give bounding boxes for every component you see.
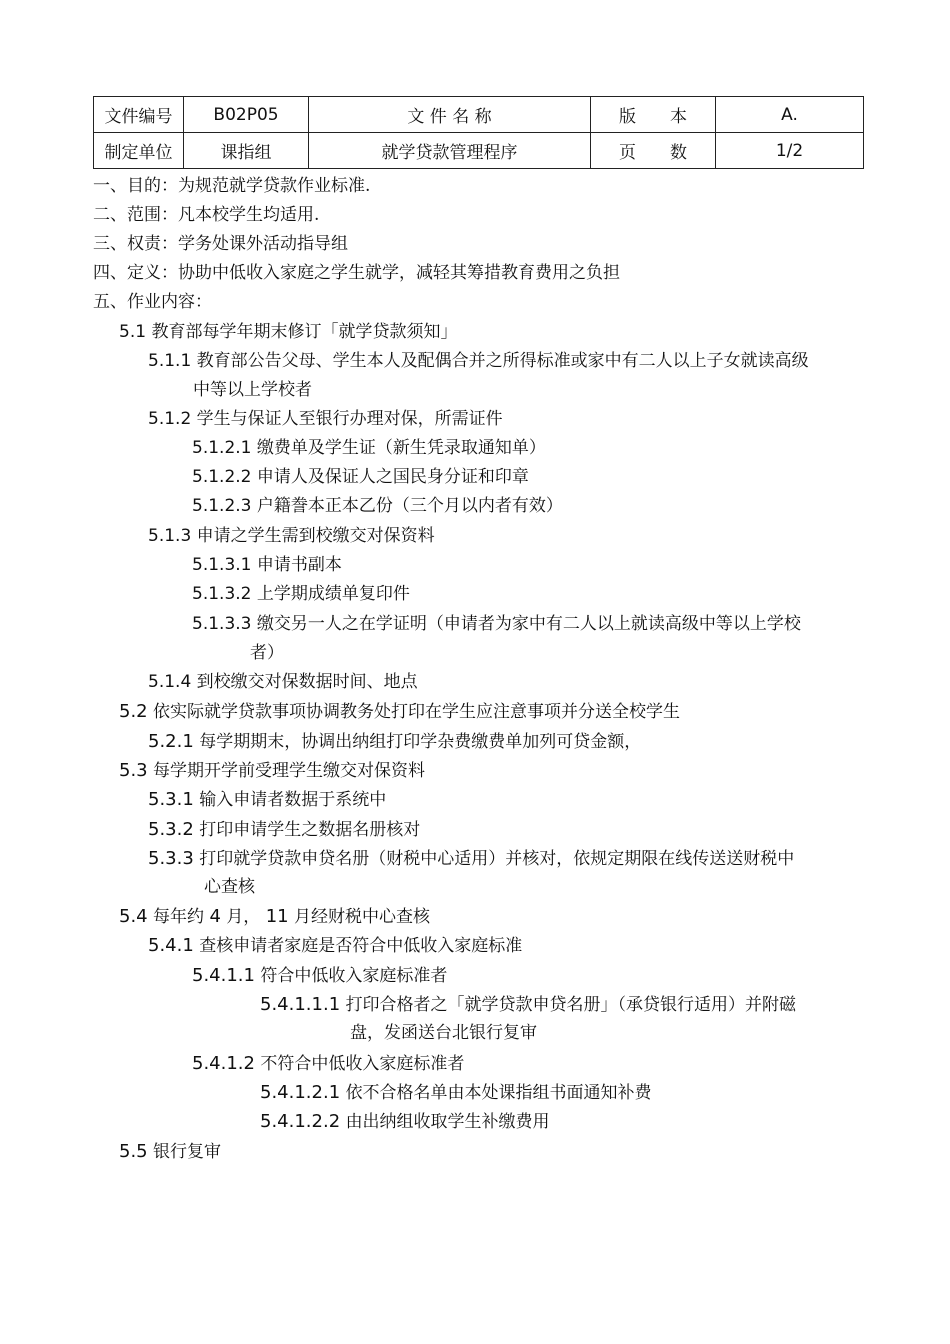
item-number: 5.1.3.1 — [192, 555, 252, 575]
item-5-4-1-2 — [192, 1049, 464, 1079]
doc-name-value: 就学贷款管理程序 — [309, 133, 591, 169]
item-text: 申请之学生需到校缴交对保资料 — [196, 526, 435, 546]
item-text: 打印就学贷款申贷名册（财税中心适用）并核对，依规定期限在线传送送财税中 — [199, 849, 795, 869]
month-number: 11 — [265, 906, 289, 927]
unit-value: 课指组 — [184, 133, 309, 169]
item-number: 5.4.1.2.2 — [260, 1111, 341, 1132]
doc-no-value: B02P05 — [184, 97, 309, 133]
item-number: 5.5 — [119, 1141, 148, 1162]
section-content-title: 五、作业内容： — [93, 292, 212, 312]
item-5-4-1-1-1-continued: 盘，发函送台北银行复审 — [350, 1023, 537, 1043]
doc-no-label: 文件编号 — [94, 97, 184, 133]
item-text: 不符合中低收入家庭标准者 — [260, 1054, 465, 1074]
month-number: 4 — [209, 906, 221, 927]
item-number: 5.1.1 — [148, 351, 192, 371]
item-text: 教育部每学年期末修订「就学贷款须知」 — [151, 322, 458, 342]
item-5-1-3-1 — [192, 551, 342, 580]
item-number: 5.4.1.2 — [192, 1053, 255, 1074]
item-5-1-4 — [148, 668, 418, 697]
version-label: 版 本 — [591, 97, 716, 133]
item-text: 月， — [226, 907, 261, 927]
item-5-1-2-3 — [192, 492, 563, 521]
item-text: 依实际就学贷款事项协调教务处打印在学生应注意事项并分送全校学生 — [153, 702, 681, 722]
item-text: 学生与保证人至银行办理对保，所需证件 — [196, 409, 503, 429]
item-text: 缴费单及学生证（新生凭录取通知单） — [256, 438, 546, 458]
header-row-1 — [94, 97, 864, 133]
item-text: 打印合格者之「就学贷款申贷名册」（承贷银行适用）并附磁 — [345, 995, 797, 1015]
section-responsibility: 三、权责：学务处课外活动指导组 — [93, 234, 348, 254]
item-text: 由出纳组收取学生补缴费用 — [345, 1112, 550, 1132]
item-text: 申请书副本 — [256, 555, 342, 575]
item-number: 5.1.3.3 — [192, 614, 252, 634]
section-definition: 四、定义：协助中低收入家庭之学生就学，减轻其筹措教育费用之负担 — [93, 263, 620, 283]
item-5-1-2 — [148, 405, 503, 434]
item-number: 5.3 — [119, 760, 148, 781]
section-scope: 二、范围：凡本校学生均适用. — [93, 205, 320, 225]
item-number: 5.3.1 — [148, 789, 194, 810]
item-5-2 — [119, 697, 680, 727]
item-5-3-3-continued: 心查核 — [204, 877, 255, 897]
item-5-4-1 — [148, 931, 522, 961]
section-purpose: 一、目的：为规范就学贷款作业标准. — [93, 176, 371, 196]
item-text: 依不合格名单由本处课指组书面通知补费 — [345, 1083, 652, 1103]
item-number: 5.4.1 — [148, 935, 194, 956]
item-text: 月经财税中心查核 — [294, 907, 431, 927]
item-number: 5.3.3 — [148, 848, 194, 869]
item-number: 5.3.2 — [148, 819, 194, 840]
item-number: 5.1.2.3 — [192, 496, 252, 516]
item-number: 5.1.3.2 — [192, 584, 252, 604]
item-5-1-3 — [148, 522, 435, 551]
item-text: 教育部公告父母、学生本人及配偶合并之所得标准或家中有二人以上子女就读高级 — [196, 351, 809, 371]
item-number: 5.1.2.1 — [192, 438, 252, 458]
item-number: 5.4.1.1.1 — [260, 994, 341, 1015]
item-text: 符合中低收入家庭标准者 — [260, 966, 448, 986]
item-number: 5.2 — [119, 701, 148, 722]
item-text: 每学期开学前受理学生缴交对保资料 — [153, 761, 426, 781]
item-5-1 — [119, 318, 457, 347]
item-5-4-1-1-1 — [260, 990, 796, 1020]
item-5-1-3-2 — [192, 580, 410, 609]
item-number: 5.1.3 — [148, 526, 192, 546]
item-text: 每学期期末，协调出纳组打印学杂费缴费单加列可贷金额， — [199, 732, 642, 752]
item-5-1-2-1 — [192, 434, 546, 463]
version-value: A. — [716, 97, 864, 133]
item-5-1-1 — [148, 347, 809, 376]
item-5-4-1-2-1 — [260, 1078, 652, 1108]
item-5-2-1 — [148, 727, 641, 757]
item-5-1-3-3-continued: 者） — [250, 643, 284, 663]
item-text: 上学期成绩单复印件 — [256, 584, 410, 604]
item-5-1-3-3 — [192, 610, 801, 639]
item-5-4-1-2-2 — [260, 1107, 550, 1137]
item-text: 申请人及保证人之国民身分证和印章 — [256, 467, 529, 487]
item-number: 5.4.1.1 — [192, 965, 255, 986]
item-5-4-1-1 — [192, 961, 447, 991]
item-number: 5.1 — [119, 322, 147, 342]
item-number: 5.4 — [119, 906, 148, 927]
doc-name-label: 文 件 名 称 — [309, 97, 591, 133]
item-5-1-1-continued: 中等以上学校者 — [193, 380, 312, 400]
item-text: 查核申请者家庭是否符合中低收入家庭标准 — [199, 936, 523, 956]
item-5-3-1 — [148, 785, 386, 815]
item-text: 到校缴交对保数据时间、地点 — [196, 672, 418, 692]
item-5-5 — [119, 1137, 221, 1167]
item-5-3-2 — [148, 815, 420, 845]
header-row-2 — [94, 133, 864, 169]
item-text: 打印申请学生之数据名册核对 — [199, 820, 421, 840]
item-number: 5.1.2.2 — [192, 467, 252, 487]
item-number: 5.2.1 — [148, 731, 194, 752]
page-label: 页 数 — [591, 133, 716, 169]
item-text: 户籍誊本正本乙份（三个月以内者有效） — [256, 496, 563, 516]
page-value: 1/2 — [716, 133, 864, 169]
item-text: 缴交另一人之在学证明（申请者为家中有二人以上就读高级中等以上学校 — [256, 614, 801, 634]
item-5-4 — [119, 902, 430, 932]
item-number: 5.1.2 — [148, 409, 192, 429]
item-number: 5.1.4 — [148, 672, 192, 692]
item-text: 银行复审 — [153, 1142, 222, 1162]
item-number: 5.4.1.2.1 — [260, 1082, 341, 1103]
item-5-1-2-2 — [192, 463, 529, 492]
item-text: 输入申请者数据于系统中 — [199, 790, 387, 810]
unit-label: 制定单位 — [94, 133, 184, 169]
item-5-3-3 — [148, 844, 794, 874]
item-5-3 — [119, 756, 425, 786]
item-text: 每年约 — [153, 907, 205, 927]
document-header-table — [93, 96, 864, 169]
